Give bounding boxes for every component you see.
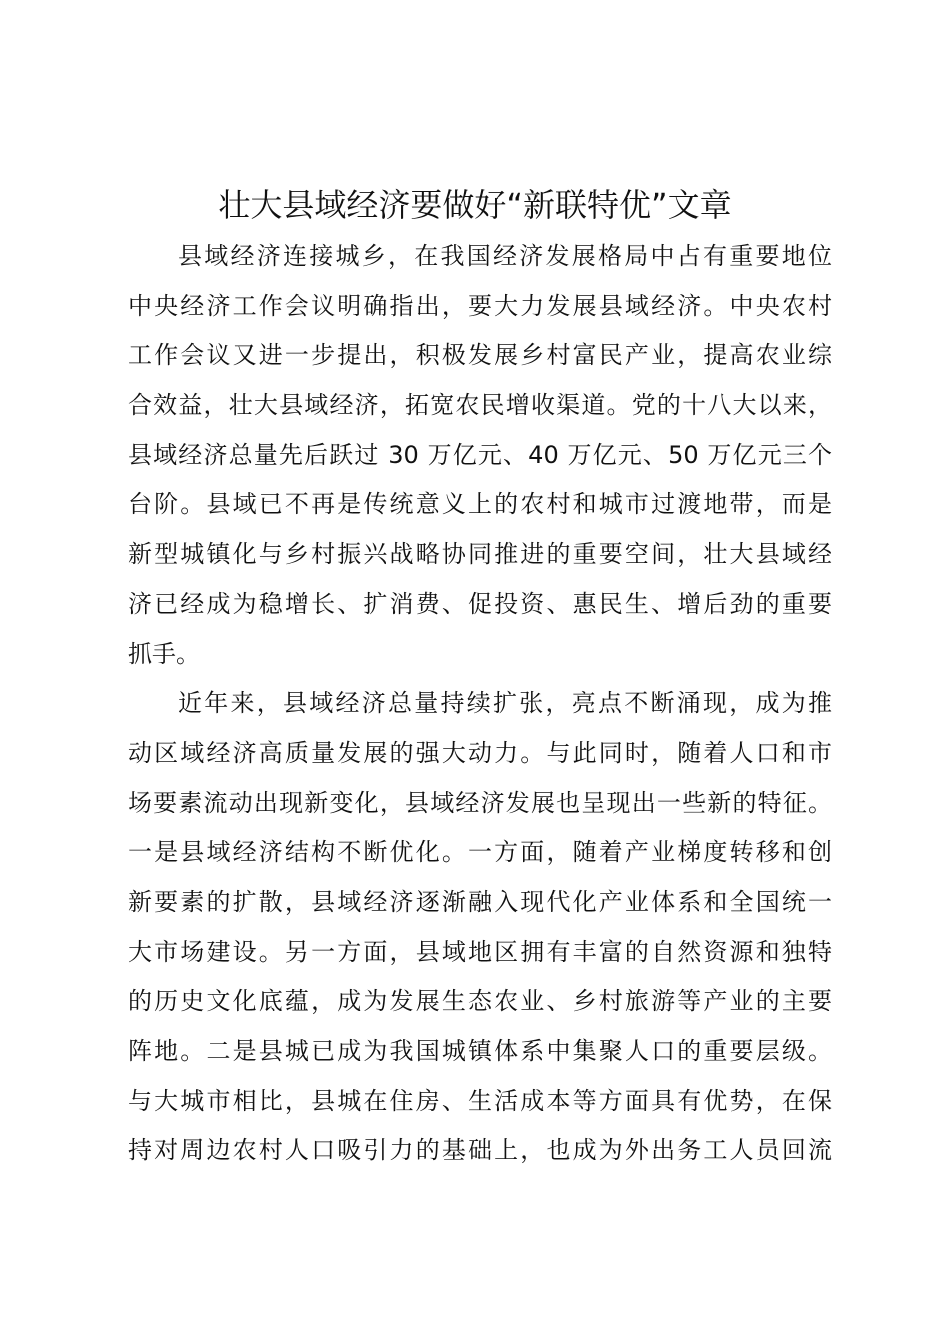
paragraph-1-line-9: 抓手。 bbox=[128, 639, 200, 668]
paragraph-2-line-8: 阵地。二是县城已成为我国城镇体系中集聚人口的重要层级。 bbox=[128, 1037, 832, 1065]
paragraph-2-line-4: 一是县域经济结构不断优化。一方面，随着产业梯度转移和创 bbox=[128, 838, 832, 867]
paragraph-2-line-10: 持对周边农村人口吸引力的基础上，也成为外出务工人员回流 bbox=[128, 1136, 832, 1165]
paragraph-1-line-4: 合效益，壮大县域经济，拓宽农民增收渠道。党的十八大以来， bbox=[128, 391, 832, 420]
paragraph-2-line-9: 与大城市相比，县城在住房、生活成本等方面具有优势，在保 bbox=[128, 1086, 832, 1115]
paragraph-1-line-5: 县域经济总量先后跃过 30 万亿元、40 万亿元、50 万亿元三个 bbox=[128, 440, 832, 469]
paragraph-2-line-1: 近年来，县域经济总量持续扩张，亮点不断涌现，成为推 bbox=[178, 689, 832, 718]
paragraph-2-line-5: 新要素的扩散，县域经济逐渐融入现代化产业体系和全国统一 bbox=[128, 887, 832, 916]
paragraph-1-line-7: 新型城镇化与乡村振兴战略协同推进的重要空间，壮大县域经 bbox=[128, 540, 832, 569]
paragraph-1-line-8: 济已经成为稳增长、扩消费、促投资、惠民生、增后劲的重要 bbox=[128, 589, 832, 618]
document-title: 壮大县域经济要做好“新联特优”文章 bbox=[218, 186, 732, 224]
paragraph-2-line-3: 场要素流动出现新变化，县域经济发展也呈现出一些新的特征。 bbox=[128, 788, 832, 817]
document-body bbox=[128, 232, 832, 1176]
paragraph-1-line-3: 工作会议又进一步提出，积极发展乡村富民产业，提高农业综 bbox=[128, 341, 832, 370]
paragraph-1-line-6: 台阶。县域已不再是传统意义上的农村和城市过渡地带，而是 bbox=[128, 490, 832, 519]
paragraph-2-line-2: 动区域经济高质量发展的强大动力。与此同时，随着人口和市 bbox=[128, 738, 832, 767]
paragraph-1-line-2: 中央经济工作会议明确指出，要大力发展县域经济。中央农村 bbox=[128, 291, 832, 320]
paragraph-1-line-1: 县域经济连接城乡，在我国经济发展格局中占有重要地位 bbox=[178, 242, 832, 270]
paragraph-2-line-6: 大市场建设。另一方面，县域地区拥有丰富的自然资源和独特 bbox=[128, 937, 832, 966]
paragraph-2-line-7: 的历史文化底蕴，成为发展生态农业、乡村旅游等产业的主要 bbox=[128, 987, 832, 1016]
